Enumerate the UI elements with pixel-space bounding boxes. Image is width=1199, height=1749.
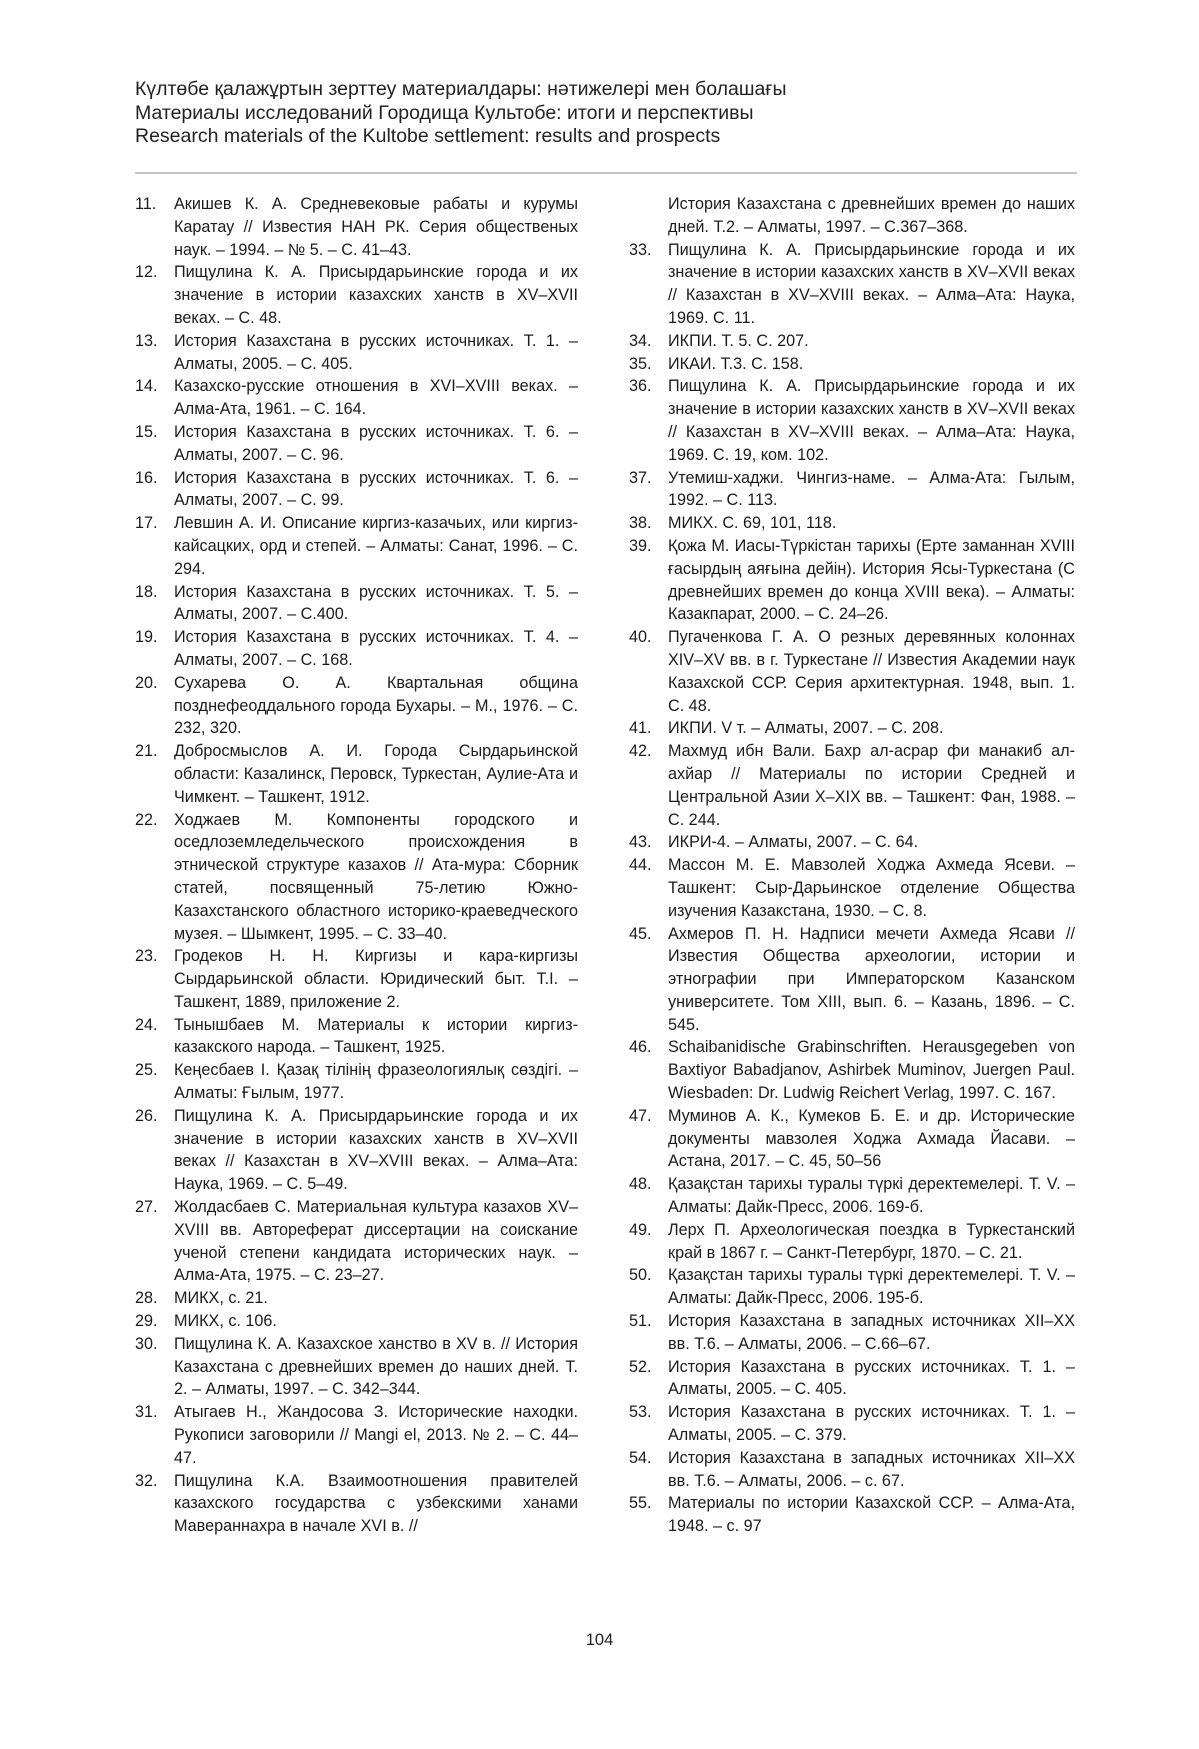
reference-item: [629, 1310, 1075, 1356]
reference-number: 32.: [135, 1471, 158, 1490]
reference-number: 34.: [629, 331, 652, 350]
reference-text: Пищулина К. А. Присырдарьинские города и их значение в истории казахских ханств в XV–XVII веках // Казахстан в XV–XVIII веках. – Алма–Ата: Наука, 1969. – С. 5–49.: [174, 1106, 578, 1194]
reference-item: [135, 421, 578, 467]
reference-item: [135, 1014, 578, 1060]
reference-number: 50.: [629, 1266, 652, 1285]
reference-number: 13.: [135, 331, 158, 350]
reference-text: Муминов А. К., Кумеков Б. Е. и др. Исторические документы мавзолея Ходжа Ахмада Йасави. – Астана, 2017. – С. 45, 50–56: [668, 1106, 1075, 1171]
reference-number: 55.: [629, 1494, 652, 1513]
reference-text: Гродеков Н. Н. Киргизы и кара-киргизы Сырдарьинской области. Юридический быт. Т.I. – Ташкент, 1889, приложение 2.: [174, 947, 578, 1011]
reference-number: 35.: [629, 354, 652, 373]
reference-number: 19.: [135, 628, 158, 647]
reference-text: История Казахстана в русских источниках. Т. 6. – Алматы, 2007. – С. 96.: [174, 422, 578, 464]
reference-item: [135, 1196, 578, 1287]
reference-text: История Казахстана в русских источниках. Т. 4. – Алматы, 2007. – С. 168.: [174, 628, 578, 669]
reference-text: Пугаченкова Г. А. О резных деревянных колоннах XIV–XV вв. в г. Туркестане // Известия Академии наук Казахской ССР. Серия архитектурная. 1948, вып. 1. С. 48.: [668, 628, 1075, 715]
reference-text: Жолдасбаев С. Материальная культура казахов XV–XVIII вв. Автореферат диссертации на соискание ученой степени кандидата исторических наук. – Алма-Ата, 1975. – С. 23–27.: [174, 1198, 578, 1285]
reference-number: 29.: [135, 1312, 158, 1331]
reference-number: 16.: [135, 468, 158, 487]
reference-item: [629, 1401, 1075, 1447]
reference-item: [135, 375, 578, 421]
reference-text: История Казахстана в русских источниках. Т. 1. – Алматы, 2005. – С. 405.: [174, 331, 578, 373]
reference-text: Ахмеров П. Н. Надписи мечети Ахмеда Ясави // Известия Общества археологии, истории и этнографии при Императорском Казанском университете. Том XIII, вып. 6. – Казань, 1896. – С. 545.: [668, 924, 1075, 1034]
reference-text: Пищулина К. А. Присырдарьинские города и их значение в истории казахских ханств в XV–XVII веках // Казахстан в XV–XVIII веках. – Алма–Ата: Наука, 1969. С. 11.: [668, 240, 1075, 327]
reference-text: История Казахстана в русских источниках. Т. 1. – Алматы, 2005. – С. 405.: [668, 1357, 1075, 1399]
reference-number: 36.: [629, 377, 652, 396]
reference-number: 43.: [629, 833, 652, 852]
reference-text: Лерх П. Археологическая поездка в Туркестанский край в 1867 г. – Санкт-Петербург, 1870. – С. 21.: [668, 1220, 1075, 1262]
page-number: 104: [585, 1631, 614, 1649]
reference-number: 42.: [629, 742, 652, 761]
reference-text: Пищулина К.А. Взаимоотношения правителей казахского государства с узбекскими ханами Мавераннахра в начале XVI в. //: [174, 1471, 578, 1536]
reference-item: [135, 1105, 578, 1196]
reference-item: [135, 1059, 578, 1105]
reference-number: 23.: [135, 947, 158, 966]
reference-number: 24.: [135, 1015, 158, 1034]
header-divider: [135, 172, 1077, 174]
reference-item: [135, 581, 578, 627]
reference-item: [629, 1036, 1075, 1104]
reference-number: 15.: [135, 422, 158, 441]
reference-item: [629, 717, 1075, 740]
reference-item: [135, 945, 578, 1013]
reference-item: [135, 1401, 578, 1469]
reference-item: [135, 1333, 578, 1401]
reference-text: Пищулина К. А. Присырдарьинские города и их значение в истории казахских ханств в XV–XVII веках. – С. 48.: [174, 263, 578, 327]
reference-number: 31.: [135, 1403, 158, 1422]
reference-item: [629, 831, 1075, 854]
references-left-column: [135, 193, 578, 1538]
reference-number: 28.: [135, 1289, 158, 1308]
reference-32-continuation: История Казахстана с древнейших времен до наших дней. Т.2. – Алматы, 1997. – С.367–368.: [668, 195, 1075, 236]
reference-item: [135, 672, 578, 740]
reference-text: Сухарева О. А. Квартальная община позднефеоддального города Бухары. – М., 1976. – С. 232, 320.: [174, 673, 578, 738]
reference-text: Массон М. Е. Мавзолей Ходжа Ахмеда Ясеви. – Ташкент: Сыр-Дарьинское отделение Общества изучения Казакстана, 1930. – С. 8.: [668, 856, 1075, 920]
reference-text: Пищулина К. А. Казахское ханство в XV в. // История Казахстана с древнейших времен до наших дней. Т. 2. – Алматы, 1997. – С. 342–344.: [174, 1334, 578, 1399]
reference-text: Кеңесбаев І. Қазақ тілінің фразеологиялық сөздігі. – Алматы: Ғылым, 1977.: [174, 1061, 578, 1103]
reference-item: [629, 923, 1075, 1037]
reference-text: МИКХ, с. 106.: [174, 1312, 277, 1331]
reference-text: ИКПИ. V т. – Алматы, 2007. – С. 208.: [668, 719, 944, 738]
reference-number: 37.: [629, 468, 652, 487]
reference-item: [135, 809, 578, 946]
reference-number: 30.: [135, 1334, 158, 1353]
reference-item: [629, 375, 1075, 466]
reference-number: 38.: [629, 514, 652, 533]
reference-number: 27.: [135, 1198, 158, 1217]
reference-item: [135, 330, 578, 376]
reference-item: [629, 740, 1075, 831]
reference-text: История Казахстана в западных источниках XII–XX вв. Т.6. – Алматы, 2006. – с. 67.: [668, 1448, 1075, 1490]
reference-item: [135, 626, 578, 672]
reference-text: История Казахстана в русских источниках. Т. 6. – Алматы, 2007. – С. 99.: [174, 468, 578, 510]
reference-item: [135, 193, 578, 261]
reference-number: 44.: [629, 856, 652, 875]
reference-item: [629, 1447, 1075, 1493]
reference-text: История Казахстана в русских источниках. Т. 1. – Алматы, 2005. – С. 379.: [668, 1403, 1075, 1445]
reference-item: [629, 1356, 1075, 1402]
reference-text: Акишев К. А. Средневековые рабаты и курумы Каратау // Известия НАН РК. Серия общественых наук. – 1994. – № 5. – С. 41–43.: [174, 195, 578, 259]
reference-text: ИКРИ-4. – Алматы, 2007. – С. 64.: [668, 833, 919, 852]
reference-number: 41.: [629, 719, 652, 738]
reference-number: 14.: [135, 377, 158, 396]
reference-number: 49.: [629, 1220, 652, 1239]
reference-text: Добросмыслов А. И. Города Сырдарьинской области: Казалинск, Перовск, Туркестан, Аулие-Ата и Чимкент. – Ташкент, 1912.: [174, 742, 578, 806]
references-right-column: [629, 193, 1075, 1538]
reference-item: [135, 1287, 578, 1310]
reference-item: [135, 261, 578, 329]
reference-number: 39.: [629, 536, 652, 555]
running-header: [135, 78, 1075, 149]
reference-number: 11.: [135, 195, 157, 213]
reference-item: [629, 1264, 1075, 1310]
header-title-en: Research materials of the Kultobe settlement: results and prospects: [135, 125, 721, 147]
reference-item: [629, 1492, 1075, 1538]
reference-number: 54.: [629, 1448, 652, 1467]
reference-text: Материалы по истории Казахской ССР. – Алма-Ата, 1948. – с. 97: [668, 1494, 1075, 1536]
header-title-kz: Күлтөбе қалажұртын зерттеу материалдары: нәтижелері мен болашағы: [135, 78, 787, 100]
reference-text: ИКАИ. Т.3. С. 158.: [668, 354, 804, 373]
reference-number: 53.: [629, 1403, 652, 1422]
reference-text: Казахско-русские отношения в XVI–XVIII веках. – Алма-Ата, 1961. – С. 164.: [174, 377, 578, 419]
reference-text: МИКХ, с. 21.: [174, 1289, 268, 1308]
reference-number: 46.: [629, 1038, 652, 1057]
reference-item: [629, 1105, 1075, 1173]
reference-text: Левшин А. И. Описание киргиз-казачьих, или киргиз-кайсацких, орд и степей. – Алматы: Санат, 1996. – С. 294.: [174, 514, 578, 578]
reference-text: Schaibanidische Grabinschriften. Herausgegeben von Baxtiyor Babadjanov, Ashirbek Muminov, Juergen Paul. Wiesbaden: Dr. Ludwig Reichert Verlag, 1997. C. 167.: [668, 1038, 1075, 1103]
reference-item: [629, 1173, 1075, 1219]
reference-item: [135, 1470, 578, 1538]
reference-text: Ходжаев М. Компоненты городского и оседлоземледельческого происхождения в этнической структуре казахов // Ата-мура: Сборник статей, посвященный 75-летию Южно-Казахстанского областного историко-краеведческого музея. – Шымкент, 1995. – С. 33–40.: [174, 810, 578, 943]
reference-text: Қожа М. Иасы-Түркістан тарихы (Ерте заманнан XVIII ғасырдың аяғына дейін). История Ясы-Туркестана (С древнейших времен до конца XVIII века). – Алматы: Казакпарат, 2000. – С. 24–26.: [668, 536, 1075, 624]
reference-text: Қазақстан тарихы туралы түркі деректемелері. Т. V. – Алматы: Дайк-Пресс, 2006. 169-б.: [668, 1175, 1075, 1217]
reference-item: [629, 1219, 1075, 1265]
reference-item: [135, 467, 578, 513]
reference-number: 20.: [135, 673, 158, 692]
reference-number: 17.: [135, 514, 158, 533]
reference-text: Қазақстан тарихы туралы түркі деректемелері. Т. V. – Алматы: Дайк-Пресс, 2006. 195-б.: [668, 1266, 1075, 1308]
reference-number: 12.: [135, 263, 158, 282]
reference-text: Пищулина К. А. Присырдарьинские города и их значение в истории казахских ханств в XV–XVII веках // Казахстан в XV–XVIII веках. – Алма–Ата: Наука, 1969. С. 19, ком. 102.: [668, 377, 1075, 464]
reference-number: 21.: [135, 742, 158, 761]
reference-item: [135, 740, 578, 808]
reference-text: Махмуд ибн Вали. Бахр ал-асрар фи манакиб ал-ахйар // Материалы по истории Средней и Центральной Азии X–XIX вв. – Ташкент: Фан, 1988. – С. 244.: [668, 742, 1075, 829]
reference-item: [135, 1310, 578, 1333]
reference-text: Атыгаев Н., Жандосова З. Исторические находки. Рукописи заговорили // Mangi el, 2013. № 2. – С. 44–47.: [174, 1403, 578, 1467]
reference-item: [135, 512, 578, 580]
reference-number: 33.: [629, 240, 652, 259]
reference-number: 22.: [135, 810, 158, 829]
reference-item: [629, 330, 1075, 353]
reference-item: [629, 854, 1075, 922]
reference-item: [629, 512, 1075, 535]
reference-number: 45.: [629, 924, 652, 943]
reference-item: [629, 626, 1075, 717]
reference-number: 40.: [629, 628, 652, 647]
reference-item: [629, 353, 1075, 376]
reference-number: 52.: [629, 1357, 652, 1376]
reference-item: [629, 535, 1075, 626]
reference-text: МИКХ. С. 69, 101, 118.: [668, 514, 837, 533]
header-title-ru: Материалы исследований Городища Культобе: итоги и перспективы: [135, 101, 754, 124]
reference-text: История Казахстана в русских источниках. Т. 5. – Алматы, 2007. – С.400.: [174, 582, 578, 624]
reference-number: 18.: [135, 582, 158, 601]
reference-number: 25.: [135, 1061, 158, 1080]
reference-number: 51.: [629, 1312, 652, 1331]
reference-text: Утемиш-хаджи. Чингиз-наме. – Алма-Ата: Гылым, 1992. – С. 113.: [668, 468, 1075, 510]
reference-text: История Казахстана в западных источниках XII–XX вв. Т.6. – Алматы, 2006. – С.66–67.: [668, 1312, 1075, 1353]
reference-text: Тынышбаев М. Материалы к истории киргиз-казакского народа. – Ташкент, 1925.: [174, 1015, 578, 1057]
reference-text: ИКПИ. Т. 5. С. 207.: [668, 331, 809, 350]
reference-item: [629, 239, 1075, 330]
reference-number: 48.: [629, 1175, 652, 1194]
reference-number: 47.: [629, 1106, 652, 1125]
reference-item: [629, 467, 1075, 513]
reference-number: 26.: [135, 1106, 158, 1125]
